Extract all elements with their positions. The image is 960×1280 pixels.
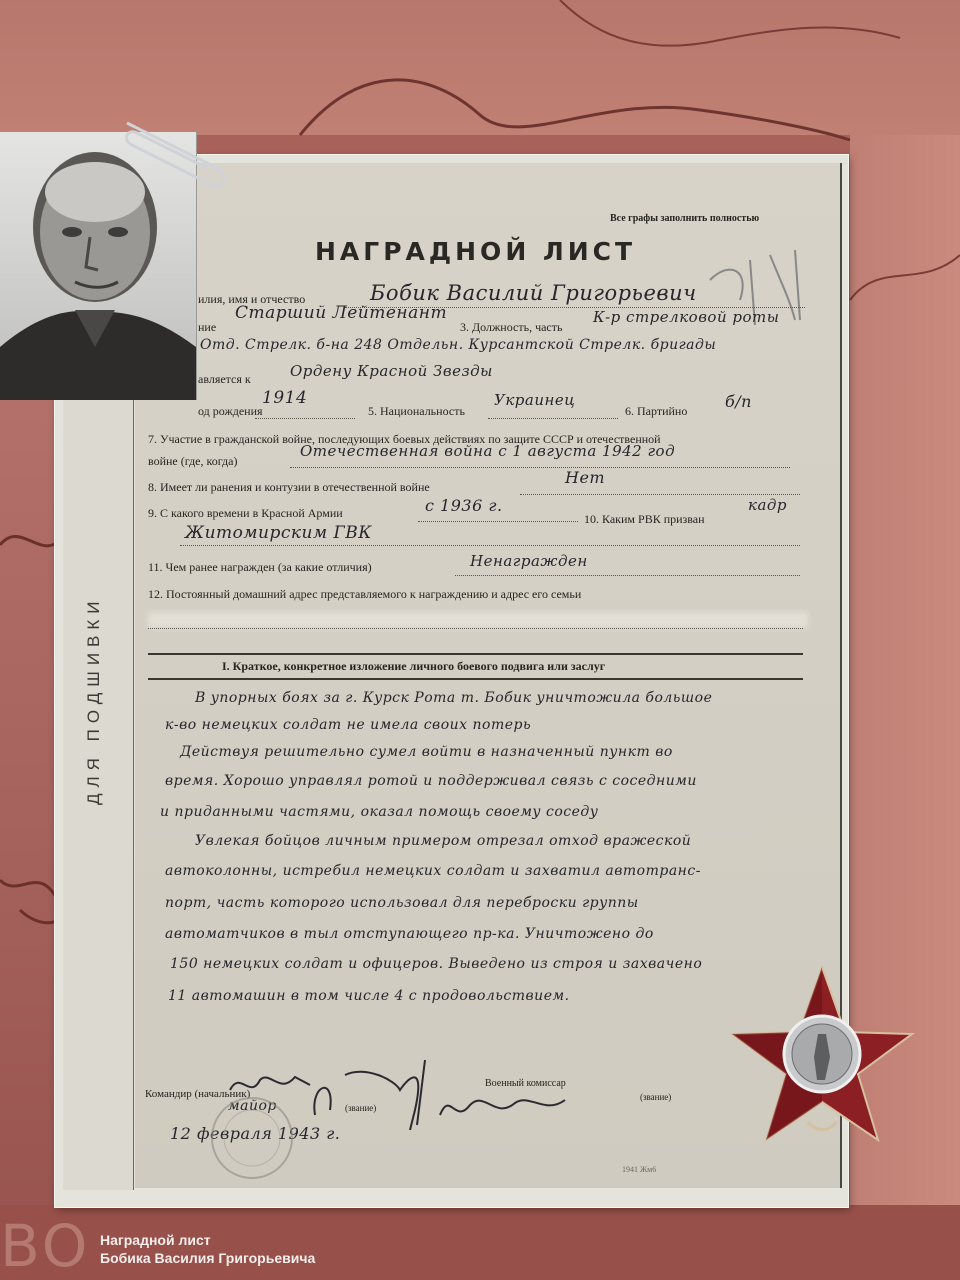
narrative-line: автоколонны, истребил немецких солдат и захватил автотранс- — [165, 863, 701, 879]
commissar-label: Военный комиссар — [485, 1078, 566, 1089]
field-war-label2: войне (где, когда) — [148, 454, 238, 468]
field-birth-label: од рождения — [198, 404, 263, 418]
narrative-line: порт, часть которого использовал для переброски группы — [165, 895, 639, 911]
paperclip-icon — [112, 113, 237, 193]
field-awards-line — [455, 575, 800, 576]
field-unit-value: Отд. Стрелк. б-на 248 Отдельн. Курсантской Стрелк. бригады — [200, 337, 717, 353]
field-war-line — [290, 467, 790, 468]
field-awards-label: 11. Чем ранее награжден (за какие отличия) — [148, 560, 372, 574]
narrative-line: и приданными частями, оказал помощь своему соседу — [160, 804, 599, 820]
field-service-label: 9. С какого времени в Красной Армии — [148, 506, 343, 520]
caption-title: Наградной лист — [100, 1232, 211, 1248]
section-bottom-rule — [148, 678, 803, 680]
narrative-line: Действуя решительно сумел войти в назначенный пункт во — [180, 744, 673, 760]
field-nationality-line — [488, 418, 618, 419]
address-redacted — [148, 612, 808, 628]
binding-label: ДЛЯ ПОДШИВКИ — [84, 595, 103, 805]
commander-label: Командир (начальник) — [145, 1088, 251, 1100]
field-party-label: 6. Партийно — [625, 404, 688, 418]
commissar-rank-label: (звание) — [640, 1092, 672, 1102]
narrative-line: к-во немецких солдат не имела своих потерь — [165, 717, 532, 733]
field-award-value: Ордену Красной Звезды — [290, 362, 493, 380]
narrative-line: В упорных боях за г. Курск Рота т. Бобик уничтожила большое — [195, 690, 713, 706]
caption-subtitle: Бобика Василия Григорьевича — [100, 1250, 316, 1266]
field-award-label: авляется к — [198, 372, 251, 386]
field-rank-value: Старший Лейтенант — [235, 303, 448, 323]
section-top-rule — [148, 653, 803, 655]
field-position-value: К-р стрелковой роты — [593, 308, 780, 326]
field-birth-value: 1914 — [262, 388, 308, 408]
field-address-label: 12. Постоянный домашний адрес представляемого к награждению и адрес его семьи — [148, 587, 582, 601]
field-position-label: 3. Должность, часть — [460, 320, 563, 334]
background-decor-text: ВО — [0, 1212, 90, 1280]
field-birth-line — [255, 418, 355, 419]
commander-rank-value: майор — [228, 1098, 277, 1114]
form-notice: Все графы заполнить полностью — [610, 213, 760, 224]
document-date: 12 февраля 1943 г. — [170, 1124, 341, 1143]
field-party-value: б/п — [725, 392, 752, 411]
field-address-line — [148, 628, 803, 629]
field-name-value: Бобик Василий Григорьевич — [370, 281, 697, 305]
narrative-line: 150 немецких солдат и офицеров. Выведено из строя и захвачено — [170, 956, 703, 972]
form-footer-code: 1941 Жм6 — [622, 1165, 657, 1174]
field-rvk-value2: Житомирским ГВК — [185, 523, 372, 543]
narrative-line: время. Хорошо управлял ротой и поддерживал связь с соседними — [165, 773, 697, 789]
field-awards-value: Ненагражден — [470, 552, 588, 570]
field-name-label: илия, имя и отчество — [198, 292, 306, 306]
narrative-line: автоматчиков в тыл отступающего пр-ка. Уничтожено до — [165, 926, 654, 942]
narrative-line: 11 автомашин в том числе 4 с продовольствием. — [168, 988, 570, 1004]
commander-signature — [225, 1065, 315, 1105]
field-wounds-label: 8. Имеет ли ранения и контузии в отечественной войне — [148, 480, 430, 494]
field-wounds-line — [520, 494, 800, 495]
field-war-label: 7. Участие в гражданской войне, последующих боевых действиях по защите СССР и отечественной — [148, 432, 661, 446]
field-wounds-value: Нет — [565, 468, 606, 487]
field-rvk-label: 10. Каким РВК призван — [584, 512, 705, 526]
field-rvk-line — [180, 545, 800, 546]
commander-rank-label: (звание) — [345, 1103, 377, 1113]
order-of-red-star-icon — [730, 962, 915, 1152]
narrative-line: Увлекая бойцов личным примером отрезал отход вражеской — [195, 833, 692, 849]
field-nationality-value: Украинец — [494, 391, 576, 409]
section-title: I. Краткое, конкретное изложение личного боевого подвига или заслуг — [222, 659, 606, 673]
field-war-value: Отечественная война с 1 августа 1942 год — [300, 442, 676, 460]
field-nationality-label: 5. Национальность — [368, 404, 465, 418]
field-service-value: с 1936 г. — [425, 496, 503, 515]
field-rank-label: ние — [198, 320, 217, 334]
second-signature — [305, 1055, 445, 1130]
field-rvk-value: кадр — [748, 496, 788, 514]
field-service-line — [418, 521, 578, 522]
document-title: НАГРАДНОЙ ЛИСТ — [315, 237, 637, 266]
commissar-signature — [435, 1085, 575, 1130]
